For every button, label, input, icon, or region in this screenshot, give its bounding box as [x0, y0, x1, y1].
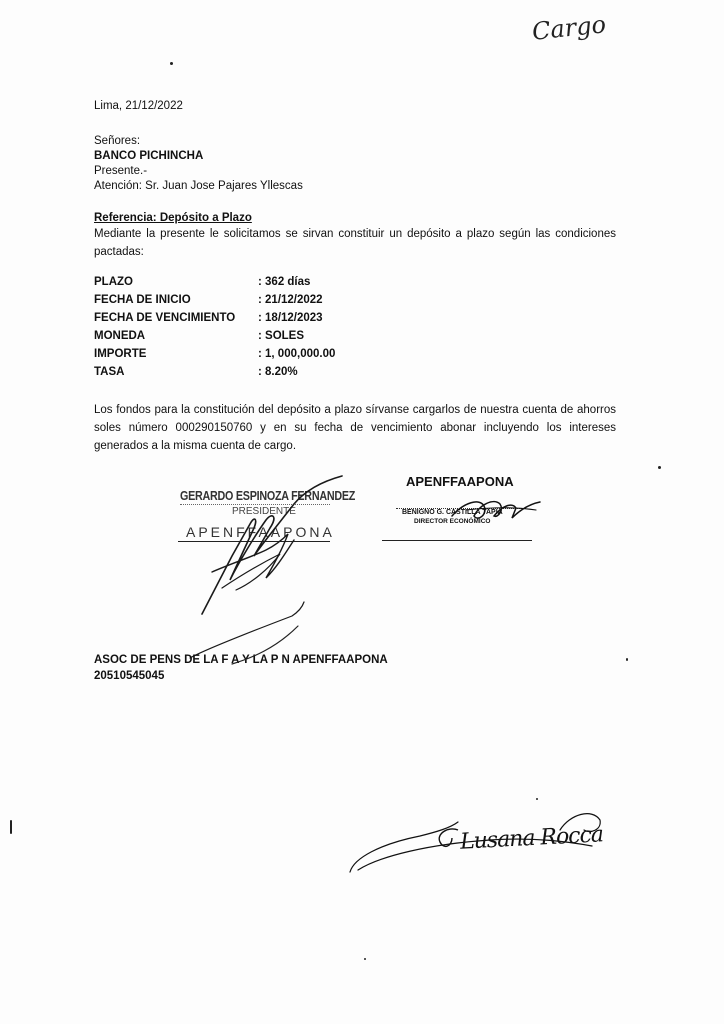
scan-speck — [626, 658, 628, 661]
condition-value: : 1, 000,000.00 — [258, 348, 336, 360]
condition-label: FECHA DE VENCIMIENTO — [94, 312, 236, 324]
stamp-org: APENFFAAPONA — [406, 474, 514, 489]
bank-name: BANCO PICHINCHA — [94, 150, 204, 162]
condition-value: : 362 días — [258, 276, 311, 288]
scan-speck — [658, 466, 661, 469]
stamp-name: GERARDO ESPINOZA FERNANDEZ — [180, 489, 356, 503]
received-signature-text: Lusana Rocca — [459, 822, 604, 855]
stamp-title: PRESIDENTE — [232, 506, 296, 517]
stamp-title: DIRECTOR ECONÓMICO — [414, 518, 491, 525]
condition-value: : 21/12/2022 — [258, 294, 323, 306]
stamp-name: BENIGNO G. CASTILLA TAPIA — [402, 509, 503, 516]
condition-value: : 8.20% — [258, 366, 298, 378]
condition-label: TASA — [94, 366, 125, 378]
intro-paragraph: Mediante la presente le solicitamos se sirvan constituir un depósito a plazo según las condiciones pactadas: — [94, 228, 616, 258]
right-handwritten-signature — [440, 480, 550, 540]
stamp-underline — [382, 540, 532, 541]
presente: Presente.- — [94, 165, 148, 177]
scan-speck — [364, 958, 366, 960]
condition-label: IMPORTE — [94, 348, 147, 360]
reference-line: Referencia: Depósito a Plazo — [94, 212, 252, 224]
condition-value: : SOLES — [258, 330, 305, 342]
pen-stroke — [228, 618, 308, 668]
cargo-annotation: Cargo — [530, 10, 608, 46]
condition-label: FECHA DE INICIO — [94, 294, 191, 306]
condition-label: PLAZO — [94, 276, 133, 288]
condition-value: : 18/12/2023 — [258, 312, 323, 324]
stamp-org: APENFFAAPONA — [186, 524, 335, 540]
closing-paragraph: Los fondos para la constitución del depósito a plazo sírvanse cargarlos de nuestra cuenta de ahorros soles número 000290150760 y en su fecha de vencimiento abonar incluyendo los intereses generados a la misma cuenta de cargo. — [94, 404, 616, 452]
scan-speck — [10, 820, 12, 834]
condition-label: MONEDA — [94, 330, 146, 342]
sender-ruc: 20510545045 — [94, 670, 165, 682]
salutation: Señores: — [94, 135, 141, 147]
place-date: Lima, 21/12/2022 — [94, 100, 183, 112]
scan-speck — [536, 798, 538, 800]
sender-name: ASOC DE PENS DE LA F A Y LA P N APENFFAAPONA — [94, 654, 388, 666]
attention-line: Atención: Sr. Juan Jose Pajares Yllescas — [94, 180, 303, 192]
scan-speck — [170, 62, 173, 65]
